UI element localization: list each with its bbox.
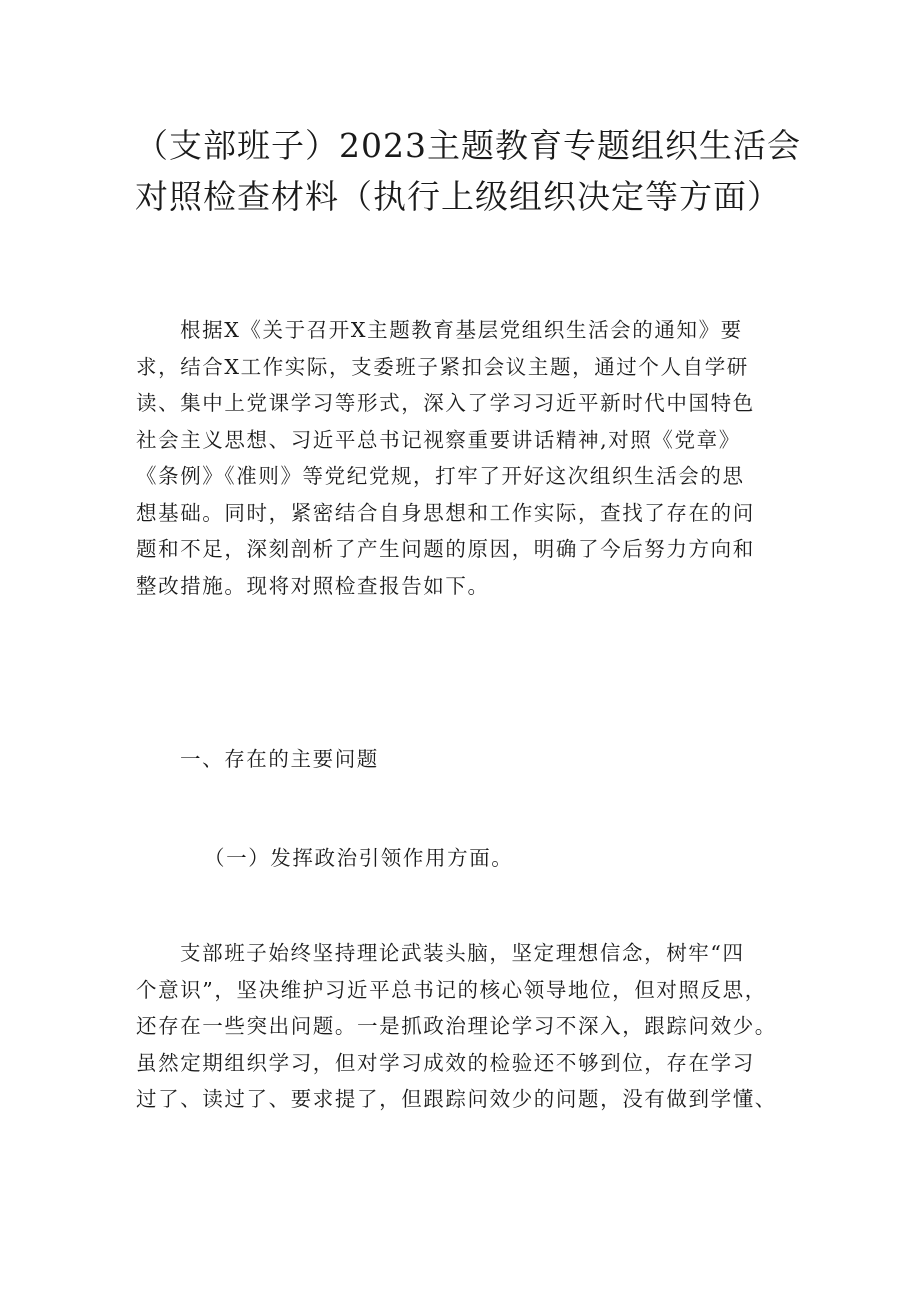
document-title <box>135 120 801 222</box>
paragraph-line: 《条例》《准则》等党纪党规，打牢了开好这次组织生活会的思 <box>136 464 745 488</box>
paragraph-line: 根据X《关于召开X主题教育基层党组织生活会的通知》要 <box>180 318 743 342</box>
paragraph-line: 社会主义思想、习近平总书记视察重要讲话精神,对照《党章》 <box>136 427 741 452</box>
paragraph-line: 想基础。同时，紧密结合自身思想和工作实际，查找了存在的问 <box>136 500 755 525</box>
section-heading <box>136 741 791 778</box>
paragraph-line: 过了、读过了、要求提了，但跟踪问效少的问题，没有做到学懂、 <box>136 1087 777 1111</box>
paragraph-line: 还存在一些突出问题。一是抓政治理论学习不深入，跟踪问效少。 <box>136 1014 777 1038</box>
title-line: 对照检查材料（执行上级组织决定等方面） <box>135 177 781 216</box>
sub-heading <box>136 840 791 877</box>
paragraph-line: 求，结合X工作实际，支委班子紧扣会议主题，通过个人自学研 <box>136 354 749 379</box>
paragraph-line: 题和不足，深刻剖析了产生问题的原因，明确了今后努力方向和 <box>136 537 755 561</box>
title-line: （支部班子）2023主题教育专题组织生活会 <box>135 126 801 165</box>
paragraph-line: 支部班子始终坚持理论武装头脑，坚定理想信念，树牢“四 <box>180 941 745 965</box>
intro-paragraph <box>136 312 791 604</box>
paragraph-line: 读、集中上党课学习等形式，深入了学习习近平新时代中国特色 <box>136 391 755 415</box>
section-heading-text: 一、存在的主要问题 <box>180 747 379 771</box>
paragraph-line: 整改措施。现将对照检查报告如下。 <box>136 573 490 598</box>
body-paragraph <box>136 935 791 1118</box>
paragraph-line: 虽然定期组织学习，但对学习成效的检验还不够到位，存在学习 <box>136 1050 755 1075</box>
paragraph-line: 个意识”，坚决维护习近平总书记的核心领导地位，但对照反思， <box>136 977 767 1002</box>
sub-heading-text: （一）发挥政治引领作用方面。 <box>204 846 514 870</box>
